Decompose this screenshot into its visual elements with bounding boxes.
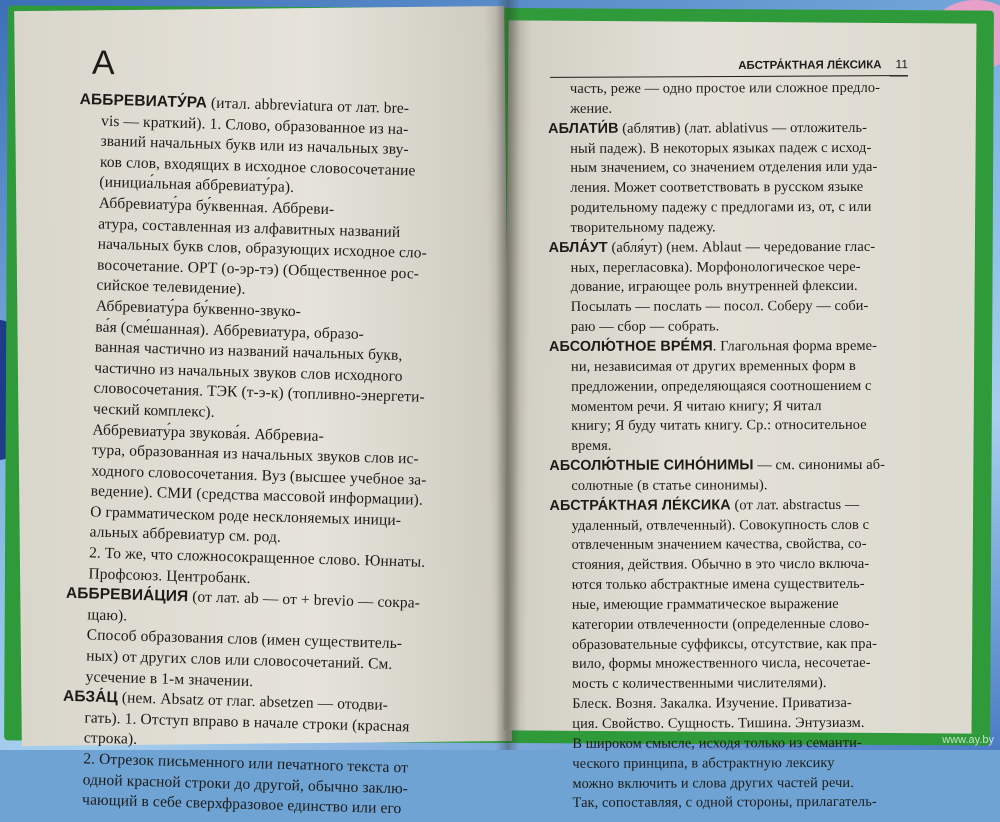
text-line: частично из начальных звуков слов исходного	[94, 359, 403, 385]
page-number: 11	[895, 57, 909, 72]
text-line: Аббревиату́ра бу́квенная. Аббреви-	[98, 194, 335, 219]
text-line: словосочетания. ТЭК (т-э-к) (топливно-энергети-	[93, 379, 425, 407]
entry-headword-line: АБЗА́Ц (нем. Absatz от глаг. absetzen — отодви-	[62, 687, 389, 715]
headword: АБСТРА́КТНАЯ ЛЕ́КСИКА	[549, 497, 731, 514]
text-line: чающий в себе сверхфразовое единство или его	[81, 791, 402, 818]
text-line: ков слов, входящих в исходное словосочетание	[99, 153, 416, 180]
text-line: ни, независимая от других временных форм в	[570, 357, 856, 375]
right-page-text	[548, 79, 913, 814]
text-line: ных, перегласовка). Морфонологическое чере-	[570, 258, 861, 276]
text-line: моментом речи. Я читаю книгу; Я читал	[571, 397, 822, 415]
left-page-text	[60, 90, 494, 822]
text-line: Способ образования слов (имен существитель-	[86, 626, 403, 653]
text-line: ческий комплекс).	[92, 400, 215, 421]
entry-headword-line: АББРЕВИА́ЦИЯ (от лат. ab — от + brevio — сокра-	[65, 585, 421, 612]
text-line: удаленный, отвлеченный). Совокупность слов с	[571, 516, 870, 534]
text-line: часть, реже — одно простое или сложное предло-	[570, 79, 881, 97]
text-line: жение.	[570, 100, 613, 117]
text-line: восочетание. ОРТ (о-эр-тэ) (Общественное рос-	[96, 256, 420, 283]
text-line: 2. Отрезок письменного или печатного текста от	[83, 750, 409, 777]
text-line: ются только абстрактные имена существитель-	[571, 575, 865, 594]
headword: АБСОЛЮ́ТНЫЕ СИНО́НИМЫ	[549, 457, 754, 475]
text-line: стояния, действия. Обычно в это число включа-	[571, 556, 870, 574]
text-line: ные, имеющие грамматическое выражение	[571, 595, 839, 613]
entry-headword-line: АБСТРА́КТНАЯ ЛЕ́КСИКА (от лат. abstractus —	[549, 496, 860, 514]
headword: АБЗА́Ц	[62, 687, 119, 707]
section-letter: А	[91, 43, 116, 83]
text-line: щаю).	[87, 606, 128, 625]
text-line: vis — краткий). 1. Слово, образованное из на-	[100, 112, 409, 138]
text-line: Аббревиату́ра звукова́я. Аббревиа-	[92, 420, 325, 445]
text-line: гать). 1. Отступ вправо в начале строки (красная	[84, 709, 410, 736]
text-line: строка).	[83, 729, 138, 749]
text-line: солютные (в статье синонимы).	[571, 477, 768, 494]
text-line: ция. Свойство. Сущность. Тишина. Энтузиазм.	[572, 714, 865, 732]
text-line: атура, составленная из алфавитных названий	[98, 215, 401, 241]
text-line: отвлеченным значением качества, свойства, со-	[571, 536, 867, 554]
headword: АБЛАТИ́В	[548, 120, 619, 137]
text-line: званий начальных букв или из начальных зву-	[100, 132, 409, 159]
text-line: О грамматическом роде несклоняемых иници-	[89, 503, 402, 530]
text-line: можно включить и слова других частей речи.	[572, 774, 854, 792]
text-line: образовательные суффиксы, отсутствие, как пра-	[571, 635, 877, 653]
text-line: время.	[571, 437, 612, 455]
text-line: родительному падежу с предлогами из, от, с или	[570, 198, 872, 216]
headword: АБЛА́УТ	[548, 239, 608, 256]
entry-headword-line: АБЛА́УТ (абля́ут) (нем. Ablaut — чередование глас-	[548, 238, 876, 256]
running-head	[550, 57, 908, 78]
text-line: раю — сбор — собрать.	[570, 318, 720, 336]
text-line: книгу; Я буду читать книгу. Ср.: относительное	[571, 417, 867, 435]
headword: АБСОЛЮ́ТНОЕ ВРЕ́МЯ	[548, 338, 713, 355]
watermark: www.ay.by	[942, 734, 994, 746]
text-line: (инициа́льная аббревиату́ра).	[99, 173, 295, 197]
text-line: дование, играющее роль внутренней флексии.	[570, 278, 858, 296]
text-line: 2. То же, что сложносокращенное слово. Юннаты.	[88, 544, 426, 571]
text-line: ванная частично из названий начальных букв,	[94, 338, 403, 365]
text-line: ведение). СМИ (средства массовой информации).	[90, 482, 424, 510]
text-line: Блеск. Возня. Закалка. Изучение. Приватиза-	[572, 695, 852, 713]
text-line: В широком смысле, исходя только из семанти-	[572, 734, 862, 752]
entry-headword-line: АБЛАТИ́В (аблятив) (лат. ablativus — отложитель-	[548, 119, 868, 137]
text-line: усечение в 1-м значении.	[85, 668, 254, 690]
entry-headword-line: АБСОЛЮ́ТНЫЕ СИНО́НИМЫ — см. синонимы аб-	[549, 456, 886, 475]
text-line: Посылать — послать — посол. Соберу — соби-	[570, 298, 869, 316]
text-line: ления. Может соответствовать в русском языке	[570, 179, 864, 197]
text-line: альных аббревиатур см. род.	[89, 523, 282, 547]
text-line: одной красной строки до другой, обычно заклю-	[82, 770, 409, 798]
text-line: вило, формы множественного числа, несочетае-	[572, 655, 871, 673]
headword: АББРЕВИАТУ́РА	[79, 90, 208, 112]
entry-headword-line: АБСОЛЮ́ТНОЕ ВРЕ́МЯ. Глагольная форма време-	[548, 337, 878, 355]
book-gutter-shadow	[496, 0, 520, 750]
text-line: мость с количественными числителями).	[572, 675, 827, 693]
text-line: творительному падежу.	[570, 219, 716, 236]
text-line: Аббревиату́ра бу́квенно-звуко-	[95, 297, 302, 321]
text-line: ва́я (сме́шанная). Аббревиатура, образо-	[95, 318, 365, 343]
text-line: категории отвлеченности (определенные слово-	[571, 615, 870, 633]
entry-headword-line: АББРЕВИАТУ́РА (итал. abbreviatura от лат. bre-	[79, 90, 410, 118]
text-line: предложении, определяющаяся соотношением с	[571, 377, 872, 395]
text-line: ный падеж). В некоторых языках падеж с исход-	[570, 139, 872, 157]
headword: АББРЕВИА́ЦИЯ	[65, 585, 189, 606]
text-line: Так, сопоставляя, с одной стороны, прилагатель-	[572, 794, 877, 812]
text-line: начальных букв слов, образующих исходное сло-	[97, 235, 428, 262]
running-head-title: АБСТРА́КТНАЯ ЛЕ́КСИКА	[738, 59, 882, 72]
text-line: тура, образованная из начальных звуков слов ис-	[91, 441, 420, 468]
text-line: ходного словосочетания. Вуз (высшее учебное за-	[91, 462, 427, 489]
text-line: ческого принципа, в абстрактную лексику	[572, 754, 835, 772]
text-line: ных) от других слов или словосочетаний. См.	[85, 647, 393, 673]
text-line: Профсоюз. Центробанк.	[88, 565, 251, 587]
text-line: ным значением, со значением отделения или уда-	[570, 159, 878, 177]
text-line: сийское телевидение).	[96, 276, 246, 299]
